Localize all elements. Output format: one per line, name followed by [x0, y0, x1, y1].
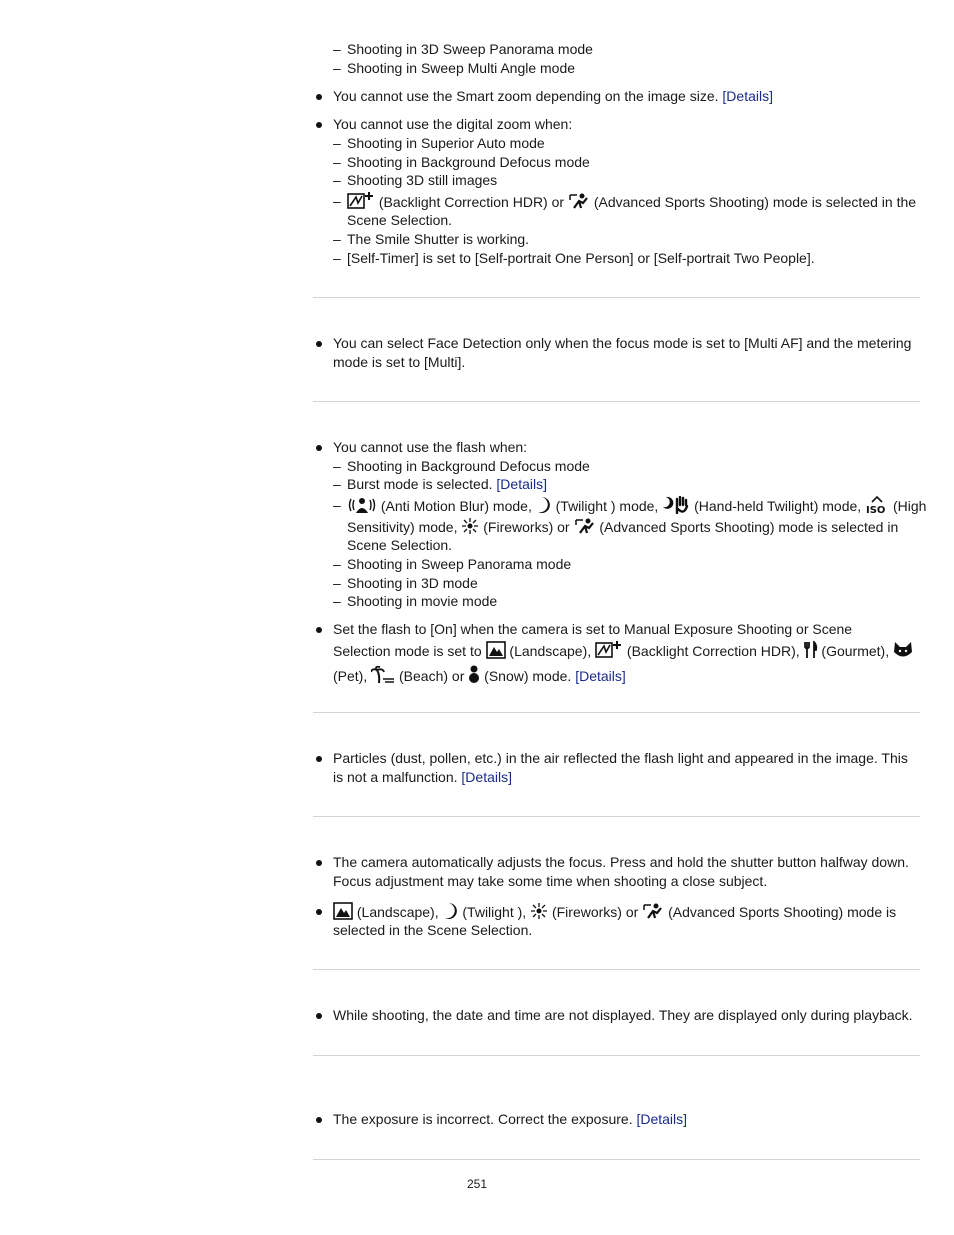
- twilight-icon: [443, 902, 459, 920]
- mode-text: (Fireworks) or: [551, 904, 639, 920]
- mode-text: (Anti Motion Blur) mode,: [380, 498, 532, 514]
- list-item: Shooting in Background Defocus mode: [347, 154, 590, 170]
- divider: [313, 1055, 920, 1056]
- mode-text: (Fireworks) or: [483, 519, 570, 535]
- divider: [313, 401, 920, 402]
- fireworks-icon: [530, 902, 548, 920]
- list-item: Shooting in 3D mode: [347, 575, 478, 591]
- hdr-text: (Backlight Correction HDR) or: [378, 194, 565, 210]
- mode-text: (Hand-held Twilight) mode,: [694, 498, 862, 514]
- mode-text: (Twilight ) mode,: [555, 498, 659, 514]
- dash: –: [333, 497, 341, 513]
- dash: –: [333, 250, 341, 266]
- backlight-hdr-icon: [347, 192, 375, 210]
- list-item: Shooting 3D still images: [347, 172, 498, 188]
- bullet: [316, 909, 322, 915]
- dash: –: [333, 476, 341, 492]
- dash: –: [333, 556, 341, 572]
- bullet: [316, 627, 322, 633]
- flash-on-note: Set the flash to [On] when the camera is set to Manual Exposure Shooting or Scene: [333, 621, 853, 637]
- list-item: Shooting in movie mode: [347, 593, 498, 609]
- mode-text: (Backlight Correction HDR),: [626, 643, 800, 659]
- dash: –: [333, 458, 341, 474]
- dash: –: [333, 135, 341, 151]
- bullet: [316, 341, 322, 347]
- bullet: [316, 122, 322, 128]
- mode-text: Sensitivity) mode,: [347, 519, 458, 535]
- dash: –: [333, 575, 341, 591]
- details-link[interactable]: [Details]: [575, 668, 626, 684]
- mode-text: (Landscape),: [356, 904, 439, 920]
- focus-modes-note: [333, 902, 896, 922]
- exposure-note: [333, 1110, 687, 1129]
- details-link[interactable]: [Details]: [636, 1111, 688, 1127]
- twilight-icon: [536, 496, 552, 514]
- focus-note: The camera automatically adjusts the focus. Press and hold the shutter button halfway down.: [333, 854, 909, 870]
- list-item: Shooting in Superior Auto mode: [347, 135, 545, 151]
- mode-text: (Advanced Sports Shooting) mode is selected in: [599, 519, 899, 535]
- mode-text: (Beach) or: [399, 668, 465, 684]
- date-time-note: While shooting, the date and time are not displayed. They are displayed only during playback.: [333, 1007, 913, 1023]
- face-detection-note-line2: mode is set to [Multi].: [333, 354, 466, 370]
- pet-icon: [893, 641, 913, 659]
- fireworks-icon: [461, 517, 479, 535]
- hdr-text-line2: Scene Selection.: [347, 212, 453, 228]
- smart-zoom-text: You cannot use the Smart zoom depending on the image size.: [333, 88, 719, 104]
- mode-text: (Gourmet),: [821, 643, 890, 659]
- bullet: [316, 860, 322, 866]
- dash: –: [333, 172, 341, 188]
- particles-text: is not a malfunction.: [333, 769, 458, 785]
- list-item: [347, 496, 926, 516]
- mode-text: (Pet),: [333, 668, 368, 684]
- list-item: The Smile Shutter is working.: [347, 231, 530, 247]
- flash-intro: You cannot use the flash when:: [333, 439, 528, 455]
- bullet: [316, 445, 322, 451]
- gourmet-icon: [804, 641, 818, 659]
- details-link[interactable]: [Details]: [496, 476, 547, 492]
- advanced-sports-icon: [642, 902, 664, 920]
- focus-modes-note-line2: selected in the Scene Selection.: [333, 922, 533, 938]
- mode-text: (Landscape),: [509, 643, 592, 659]
- beach-icon: [371, 666, 395, 684]
- dash: –: [333, 41, 341, 57]
- list-item-line2: [347, 517, 898, 537]
- flash-on-note-line3: [333, 664, 626, 686]
- dash: –: [333, 593, 341, 609]
- details-link[interactable]: [Details]: [722, 88, 773, 104]
- list-item: Shooting in Sweep Panorama mode: [347, 556, 572, 572]
- bullet: [316, 756, 322, 762]
- advanced-sports-icon: [574, 517, 596, 535]
- list-item: [347, 475, 547, 494]
- mode-text: (Snow) mode.: [484, 668, 572, 684]
- divider: [313, 712, 920, 713]
- backlight-hdr-icon: [595, 641, 623, 659]
- mode-text: (Twilight ),: [462, 904, 527, 920]
- divider: [313, 816, 920, 817]
- list-item: [347, 192, 916, 212]
- mode-text: (Advanced Sports Shooting) mode is: [668, 904, 897, 920]
- advanced-sports-icon: [568, 192, 590, 210]
- list-item: Shooting in Background Defocus mode: [347, 458, 590, 474]
- bullet: [316, 1117, 322, 1123]
- dash: –: [333, 231, 341, 247]
- details-link[interactable]: [Details]: [461, 769, 512, 785]
- list-item: Shooting in 3D Sweep Panorama mode: [347, 41, 593, 57]
- landscape-icon: [333, 902, 353, 920]
- bullet: [316, 1013, 322, 1019]
- exposure-text: The exposure is incorrect. Correct the exposure.: [333, 1111, 633, 1127]
- anti-motion-blur-icon: [347, 496, 377, 514]
- list-item: [Self-Timer] is set to [Self-portrait One Person] or [Self-portrait Two People].: [347, 250, 815, 266]
- face-detection-note: You can select Face Detection only when the focus mode is set to [Multi AF] and the metering: [333, 335, 912, 351]
- landscape-icon: [486, 641, 506, 659]
- bullet: [316, 94, 322, 100]
- dash: –: [333, 60, 341, 76]
- list-item: Shooting in Sweep Multi Angle mode: [347, 60, 576, 76]
- particles-note: Particles (dust, pollen, etc.) in the air reflected the flash light and appeared in the image. This: [333, 750, 908, 766]
- focus-note-line2: Focus adjustment may take some time when shooting a close subject.: [333, 873, 768, 889]
- high-sensitivity-icon: [865, 496, 889, 514]
- mode-text: Selection mode is set to: [333, 643, 482, 659]
- flash-on-note-line2: [333, 641, 913, 661]
- snow-icon: [468, 664, 480, 684]
- mode-text: (High: [892, 498, 927, 514]
- page-number: 251: [467, 1177, 488, 1191]
- burst-text: Burst mode is selected.: [347, 476, 493, 492]
- smart-zoom-note: [333, 87, 773, 106]
- divider: [313, 297, 920, 298]
- hdr-text: (Advanced Sports Shooting) mode is selected in the: [593, 194, 917, 210]
- divider: [313, 1159, 920, 1160]
- hand-held-twilight-icon: [662, 496, 690, 514]
- dash: –: [333, 154, 341, 170]
- particles-note-line2: [333, 768, 512, 787]
- list-item-line3: Scene Selection.: [347, 537, 453, 553]
- dash: –: [333, 193, 341, 209]
- svg-text:ISO: ISO: [866, 505, 886, 514]
- divider: [313, 969, 920, 970]
- digital-zoom-intro: You cannot use the digital zoom when:: [333, 116, 573, 132]
